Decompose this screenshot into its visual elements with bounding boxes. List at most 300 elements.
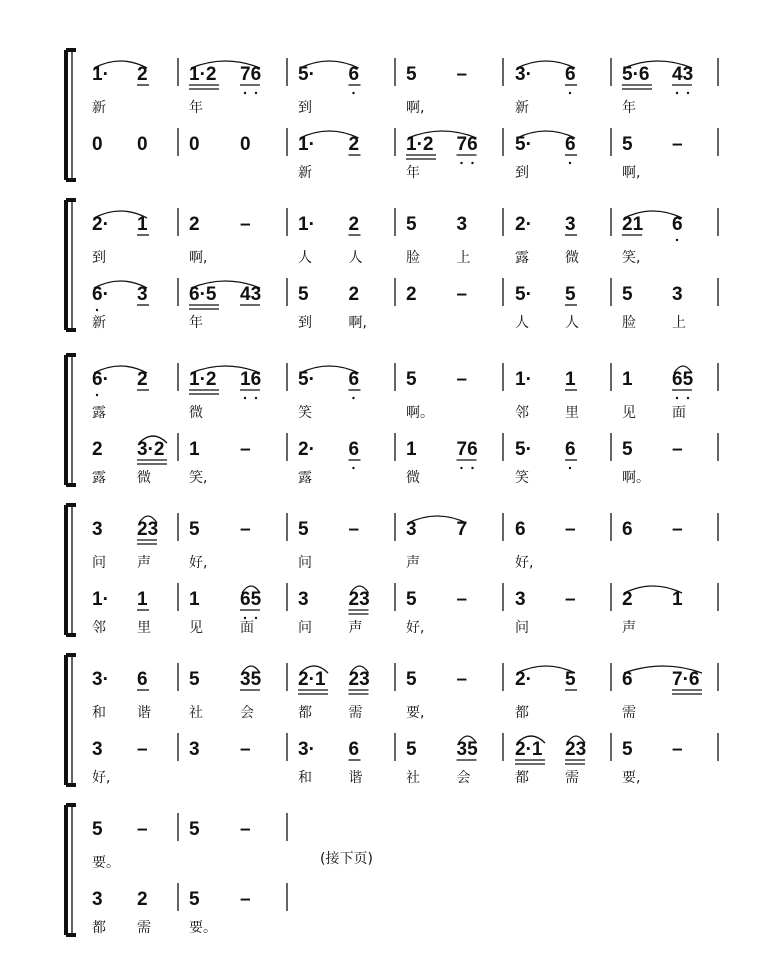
- lyric: 邻: [515, 405, 529, 421]
- octave-dot: [676, 92, 678, 94]
- note: 2: [137, 889, 148, 910]
- note: 1: [137, 589, 148, 610]
- lyric: 声: [622, 620, 636, 636]
- staff-1: [92, 513, 718, 571]
- measure: [515, 363, 611, 421]
- lyric: 社: [406, 770, 420, 786]
- lyric: 都: [92, 920, 106, 936]
- note: 2: [348, 134, 360, 155]
- note: 5: [406, 214, 417, 235]
- measure: [189, 433, 287, 486]
- octave-dot: [460, 162, 462, 164]
- note: 43: [672, 64, 694, 85]
- note: 35: [456, 739, 478, 760]
- note: 76: [456, 439, 478, 460]
- note: 6: [565, 64, 576, 85]
- note: 1·2: [189, 369, 217, 390]
- note: 5: [189, 819, 200, 840]
- note: 2·1: [298, 669, 326, 690]
- system-3: [66, 355, 718, 486]
- measure: [298, 513, 395, 571]
- note: 2: [622, 589, 633, 610]
- measure: [515, 208, 611, 266]
- staff-1: [92, 58, 718, 116]
- note: 5: [622, 284, 633, 305]
- measure: [515, 58, 611, 116]
- measure: [92, 58, 178, 116]
- measure: [515, 663, 611, 721]
- note: 0: [240, 134, 251, 155]
- lyric: 啊,: [189, 250, 208, 266]
- lyric: 笑: [298, 405, 312, 421]
- note: 65: [672, 369, 694, 390]
- note: 6: [565, 439, 576, 460]
- note: –: [672, 439, 683, 460]
- note: 1: [137, 214, 148, 235]
- lyric: 年: [189, 100, 203, 116]
- lyric: 啊。: [406, 405, 434, 421]
- lyric: 笑,: [622, 250, 641, 266]
- lyric: 微: [189, 405, 203, 421]
- staff-1: [92, 208, 718, 266]
- note: 16: [240, 369, 262, 390]
- octave-dot: [96, 394, 98, 396]
- lyric: 面: [240, 620, 254, 636]
- octave-dot: [471, 162, 473, 164]
- octave-dot: [352, 397, 354, 399]
- note: 2·: [515, 669, 532, 690]
- note: –: [672, 519, 683, 540]
- note: –: [137, 739, 148, 760]
- note: 5: [189, 889, 200, 910]
- note: 43: [240, 284, 262, 305]
- note: 7: [456, 519, 468, 540]
- note: 5: [565, 284, 576, 305]
- lyric: 到: [515, 165, 529, 181]
- note: 5·6: [622, 64, 650, 85]
- measure: [298, 663, 395, 721]
- lyric: 都: [515, 770, 529, 786]
- note: 1: [622, 369, 633, 390]
- measure: [92, 813, 178, 871]
- measure: [298, 278, 395, 331]
- note: –: [240, 214, 251, 235]
- note: 2: [348, 284, 360, 305]
- note: 3: [92, 889, 103, 910]
- octave-dot: [244, 617, 246, 619]
- octave-dot: [687, 397, 689, 399]
- octave-dot: [471, 467, 473, 469]
- lyric: 人: [348, 250, 363, 266]
- lyric: 要。: [189, 920, 217, 936]
- note: 3: [137, 284, 148, 305]
- lyric: 需: [137, 920, 151, 936]
- note: 6·: [92, 369, 109, 390]
- measure: [189, 813, 287, 841]
- lyric: 里: [565, 405, 579, 421]
- lyric: 好,: [406, 620, 425, 636]
- note: –: [456, 284, 468, 305]
- octave-dot: [255, 92, 257, 94]
- measure: [92, 883, 178, 936]
- measure: [298, 363, 395, 421]
- note: 5: [622, 439, 633, 460]
- lyric: 好,: [515, 555, 534, 571]
- note: 2·: [298, 439, 315, 460]
- measure: [406, 363, 503, 421]
- note: 5·: [515, 134, 532, 155]
- lyric: 社: [189, 705, 203, 721]
- note: –: [565, 519, 576, 540]
- measure: [92, 433, 178, 486]
- lyric: 微: [406, 470, 420, 486]
- lyric: 人: [515, 315, 529, 331]
- note: 5: [406, 589, 417, 610]
- measure: [92, 513, 178, 571]
- note: 1·: [298, 134, 315, 155]
- continued-note-text: (接下页): [320, 851, 373, 867]
- lyric: 需: [622, 705, 636, 721]
- lyric: 新: [92, 315, 106, 331]
- measure: [622, 513, 718, 541]
- note: 5: [406, 64, 417, 85]
- lyric: 上: [672, 315, 686, 331]
- measure: [515, 583, 611, 636]
- measure: [406, 58, 503, 116]
- lyric: 需: [565, 770, 579, 786]
- lyric: 好,: [92, 770, 111, 786]
- measure: [622, 58, 718, 116]
- note: 21: [622, 214, 644, 235]
- lyric: 都: [515, 705, 529, 721]
- measure: [515, 733, 611, 786]
- note: –: [456, 64, 468, 85]
- system-1: [66, 50, 718, 181]
- measure: [189, 513, 287, 571]
- measure: [406, 128, 503, 181]
- measure: [92, 583, 178, 636]
- note: 6: [565, 134, 576, 155]
- lyric: 好,: [189, 555, 208, 571]
- staff-2: [92, 128, 718, 181]
- note: 3·: [92, 669, 109, 690]
- lyric: 啊,: [406, 100, 425, 116]
- note: 3: [565, 214, 576, 235]
- lyric: 啊,: [348, 315, 367, 331]
- staff-2: [92, 733, 718, 786]
- measure: [406, 733, 503, 786]
- note: 1·: [298, 214, 315, 235]
- octave-dot: [676, 239, 678, 241]
- lyric: 微: [137, 470, 151, 486]
- lyric: 到: [298, 100, 312, 116]
- note: 2: [189, 214, 200, 235]
- lyric: 到: [92, 250, 106, 266]
- lyric: 啊,: [622, 165, 641, 181]
- note: 23: [137, 519, 159, 540]
- note: –: [240, 519, 251, 540]
- note: 3: [92, 519, 103, 540]
- note: 6: [137, 669, 148, 690]
- note: 65: [240, 589, 262, 610]
- lyric: 笑,: [189, 470, 208, 486]
- measure: [515, 278, 611, 331]
- note: 6: [348, 64, 360, 85]
- note: –: [456, 669, 468, 690]
- lyric: 要,: [622, 770, 641, 786]
- system-2: [66, 200, 718, 331]
- note: 5: [298, 519, 309, 540]
- octave-dot: [569, 162, 571, 164]
- measure: [298, 583, 395, 636]
- note: 0: [189, 134, 200, 155]
- measure: [189, 733, 287, 761]
- note: 5: [406, 739, 417, 760]
- note: 1·: [92, 589, 109, 610]
- measure: [406, 583, 503, 636]
- note: 5: [622, 739, 633, 760]
- note: –: [240, 889, 251, 910]
- measure: [92, 663, 178, 721]
- lyric: 问: [515, 620, 529, 636]
- octave-dot: [676, 397, 678, 399]
- staff-2: [92, 433, 718, 486]
- note: 5·: [298, 369, 315, 390]
- lyric: 啊。: [622, 470, 650, 486]
- measure: [189, 278, 287, 331]
- measure: [189, 883, 287, 936]
- lyric: 人: [298, 250, 312, 266]
- note: –: [348, 519, 360, 540]
- note: 3: [189, 739, 200, 760]
- note: 23: [348, 589, 370, 610]
- octave-dot: [687, 92, 689, 94]
- measure: [298, 128, 395, 181]
- lyric: 微: [565, 250, 579, 266]
- lyric: 到: [298, 315, 312, 331]
- measure: [92, 208, 178, 266]
- note: 6: [672, 214, 683, 235]
- measure: [189, 128, 287, 156]
- lyric: 都: [298, 705, 312, 721]
- lyric: 上: [456, 250, 471, 266]
- measure: [189, 58, 287, 116]
- lyric: 会: [456, 770, 471, 786]
- measure: [92, 128, 178, 156]
- octave-dot: [96, 309, 98, 311]
- note: –: [240, 439, 251, 460]
- note: 3: [515, 589, 526, 610]
- lyric: 要。: [92, 855, 120, 871]
- note: 3·: [298, 739, 315, 760]
- lyric: 声: [137, 555, 151, 571]
- lyric: 声: [348, 620, 363, 636]
- measure: [406, 433, 503, 486]
- note: –: [672, 739, 683, 760]
- note: 6: [622, 519, 633, 540]
- lyric: 年: [189, 315, 203, 331]
- measure: [92, 278, 178, 331]
- lyric: 笑: [515, 470, 529, 486]
- lyric: 里: [137, 620, 151, 636]
- note: 2·1: [515, 739, 543, 760]
- note: 6: [622, 669, 633, 690]
- lyric: 邻: [92, 620, 106, 636]
- note: 1: [672, 589, 683, 610]
- note: –: [672, 134, 683, 155]
- measure: [622, 433, 718, 486]
- note: 1: [565, 369, 576, 390]
- note: 6: [515, 519, 526, 540]
- measure: [406, 513, 503, 571]
- octave-dot: [255, 617, 257, 619]
- measure: [189, 363, 287, 421]
- note: 5: [298, 284, 309, 305]
- note: 2: [92, 439, 103, 460]
- system-5: [66, 655, 718, 786]
- note: 5·: [298, 64, 315, 85]
- note: 3·: [515, 64, 532, 85]
- lyric: 新: [92, 100, 106, 116]
- staff-1: [92, 663, 718, 721]
- octave-dot: [244, 397, 246, 399]
- note: 5: [406, 369, 417, 390]
- system-6: [66, 805, 287, 936]
- lyric: 年: [622, 100, 636, 116]
- note: 76: [240, 64, 262, 85]
- staff-2: [92, 883, 287, 936]
- measure: [298, 433, 395, 486]
- measure: [622, 363, 718, 421]
- lyric: 问: [92, 555, 106, 571]
- measure: [92, 733, 178, 786]
- note: 7·6: [672, 669, 700, 690]
- note: 0: [137, 134, 148, 155]
- note: 1: [189, 439, 200, 460]
- note: 6: [348, 439, 360, 460]
- note: 6·5: [189, 284, 217, 305]
- octave-dot: [569, 92, 571, 94]
- octave-dot: [255, 397, 257, 399]
- lyric: 会: [240, 705, 254, 721]
- octave-dot: [569, 467, 571, 469]
- note: 2: [137, 64, 148, 85]
- lyric: 脸: [406, 250, 420, 266]
- note: 2: [348, 214, 360, 235]
- note: 23: [565, 739, 587, 760]
- note: 1·2: [406, 134, 434, 155]
- note: 1·: [515, 369, 532, 390]
- measure: [189, 583, 287, 636]
- note: 3: [456, 214, 468, 235]
- measure: [622, 663, 718, 721]
- octave-dot: [352, 467, 354, 469]
- lyric: 和: [92, 705, 106, 721]
- lyric: 谐: [348, 770, 363, 786]
- note: 6: [348, 369, 360, 390]
- note: 3: [406, 519, 417, 540]
- note: –: [137, 819, 148, 840]
- note: 3: [298, 589, 309, 610]
- note: 1·: [92, 64, 109, 85]
- measure: [189, 663, 287, 721]
- octave-dot: [244, 92, 246, 94]
- measure: [515, 128, 611, 181]
- lyric: 露: [92, 470, 106, 486]
- note: –: [240, 739, 251, 760]
- note: 1: [189, 589, 200, 610]
- note: 2: [406, 284, 417, 305]
- staff-2: [92, 583, 718, 636]
- note: 0: [92, 134, 103, 155]
- measure: [622, 583, 718, 636]
- staff-2: [92, 278, 718, 331]
- note: 76: [456, 134, 478, 155]
- note: 5·: [515, 284, 532, 305]
- lyric: 见: [622, 405, 636, 421]
- lyric: 露: [298, 470, 312, 486]
- measure: [406, 278, 503, 306]
- lyric: 谐: [137, 705, 151, 721]
- lyric: 人: [565, 315, 579, 331]
- lyric: 问: [298, 555, 312, 571]
- measure: [622, 733, 718, 786]
- measure: [92, 363, 178, 421]
- note: 5: [565, 669, 576, 690]
- note: 2·: [515, 214, 532, 235]
- note: 6: [348, 739, 360, 760]
- lyric: 需: [348, 705, 363, 721]
- staff-1: [92, 363, 718, 421]
- note: 5: [189, 519, 200, 540]
- lyric: 露: [92, 405, 106, 421]
- note: 5·: [515, 439, 532, 460]
- note: 3·2: [137, 439, 165, 460]
- measure: [515, 513, 611, 571]
- note: 2·: [92, 214, 109, 235]
- note: 3: [672, 284, 683, 305]
- continued-note: [320, 848, 373, 868]
- system-4: [66, 505, 718, 636]
- measure: [515, 433, 611, 486]
- lyric: 声: [406, 555, 420, 571]
- measure: [622, 128, 718, 181]
- note: –: [565, 589, 576, 610]
- measure: [298, 208, 395, 266]
- note: 2: [137, 369, 148, 390]
- note: 3: [92, 739, 103, 760]
- note: 35: [240, 669, 262, 690]
- lyric: 面: [672, 405, 686, 421]
- measure: [189, 208, 287, 266]
- measure: [622, 278, 718, 331]
- lyric: 新: [515, 100, 529, 116]
- measure: [406, 208, 503, 266]
- lyric: 新: [298, 165, 312, 181]
- note: 5: [189, 669, 200, 690]
- note: 1: [406, 439, 417, 460]
- octave-dot: [352, 92, 354, 94]
- lyric: 和: [298, 770, 312, 786]
- lyric: 要,: [406, 705, 425, 721]
- note: –: [456, 369, 468, 390]
- lyric: 年: [406, 165, 420, 181]
- note: 1·2: [189, 64, 217, 85]
- note: 5: [92, 819, 103, 840]
- measure: [622, 208, 718, 266]
- note: 5: [406, 669, 417, 690]
- note: 23: [348, 669, 370, 690]
